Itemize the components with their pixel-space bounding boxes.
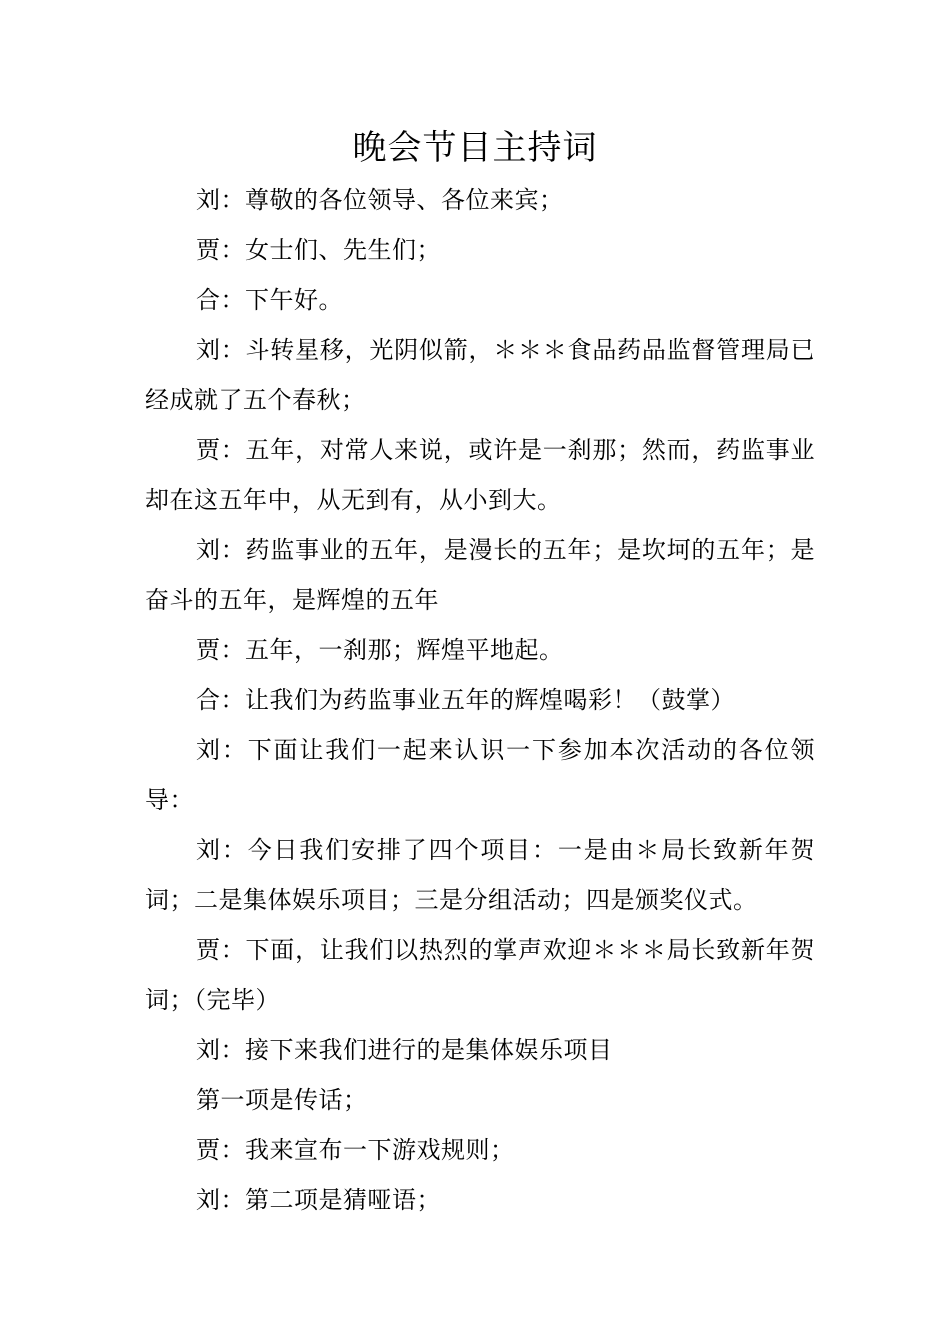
- paragraph: 贾：女士们、先生们；: [196, 236, 441, 264]
- paragraph: 贾：五年，一刹那；辉煌平地起。: [196, 636, 564, 664]
- paragraph: 刘：药监事业的五年，是漫长的五年；是坎坷的五年；是奋斗的五年，是辉煌的五年: [145, 536, 815, 614]
- document-title: 晚会节目主持词: [352, 128, 598, 168]
- paragraph: 刘：尊敬的各位领导、各位来宾；: [196, 186, 564, 214]
- paragraph: 刘：接下来我们进行的是集体娱乐项目: [196, 1036, 613, 1064]
- document-body: [145, 175, 815, 1225]
- paragraph: 合：下午好。: [196, 286, 343, 314]
- paragraph: 贾：五年，对常人来说，或许是一刹那；然而，药监事业却在这五年中，从无到有，从小到大。: [145, 436, 815, 514]
- paragraph: 贾：我来宣布一下游戏规则；: [196, 1136, 515, 1164]
- paragraph: 刘：今日我们安排了四个项目：一是由＊局长致新年贺词；二是集体娱乐项目；三是分组活动；四是颁奖仪式。: [145, 836, 815, 914]
- paragraph: 合：让我们为药监事业五年的辉煌喝彩！（鼓掌）: [196, 686, 735, 714]
- paragraph: 第一项是传话；: [196, 1086, 368, 1114]
- paragraph: 刘：下面让我们一起来认识一下参加本次活动的各位领导：: [145, 736, 815, 814]
- paragraph: 刘：第二项是猜哑语；: [196, 1186, 441, 1214]
- paragraph: 贾：下面，让我们以热烈的掌声欢迎＊＊＊局长致新年贺词；（完毕）: [145, 936, 815, 1014]
- paragraph: 刘：斗转星移，光阴似箭，＊＊＊食品药品监督管理局已经成就了五个春秋；: [145, 336, 815, 414]
